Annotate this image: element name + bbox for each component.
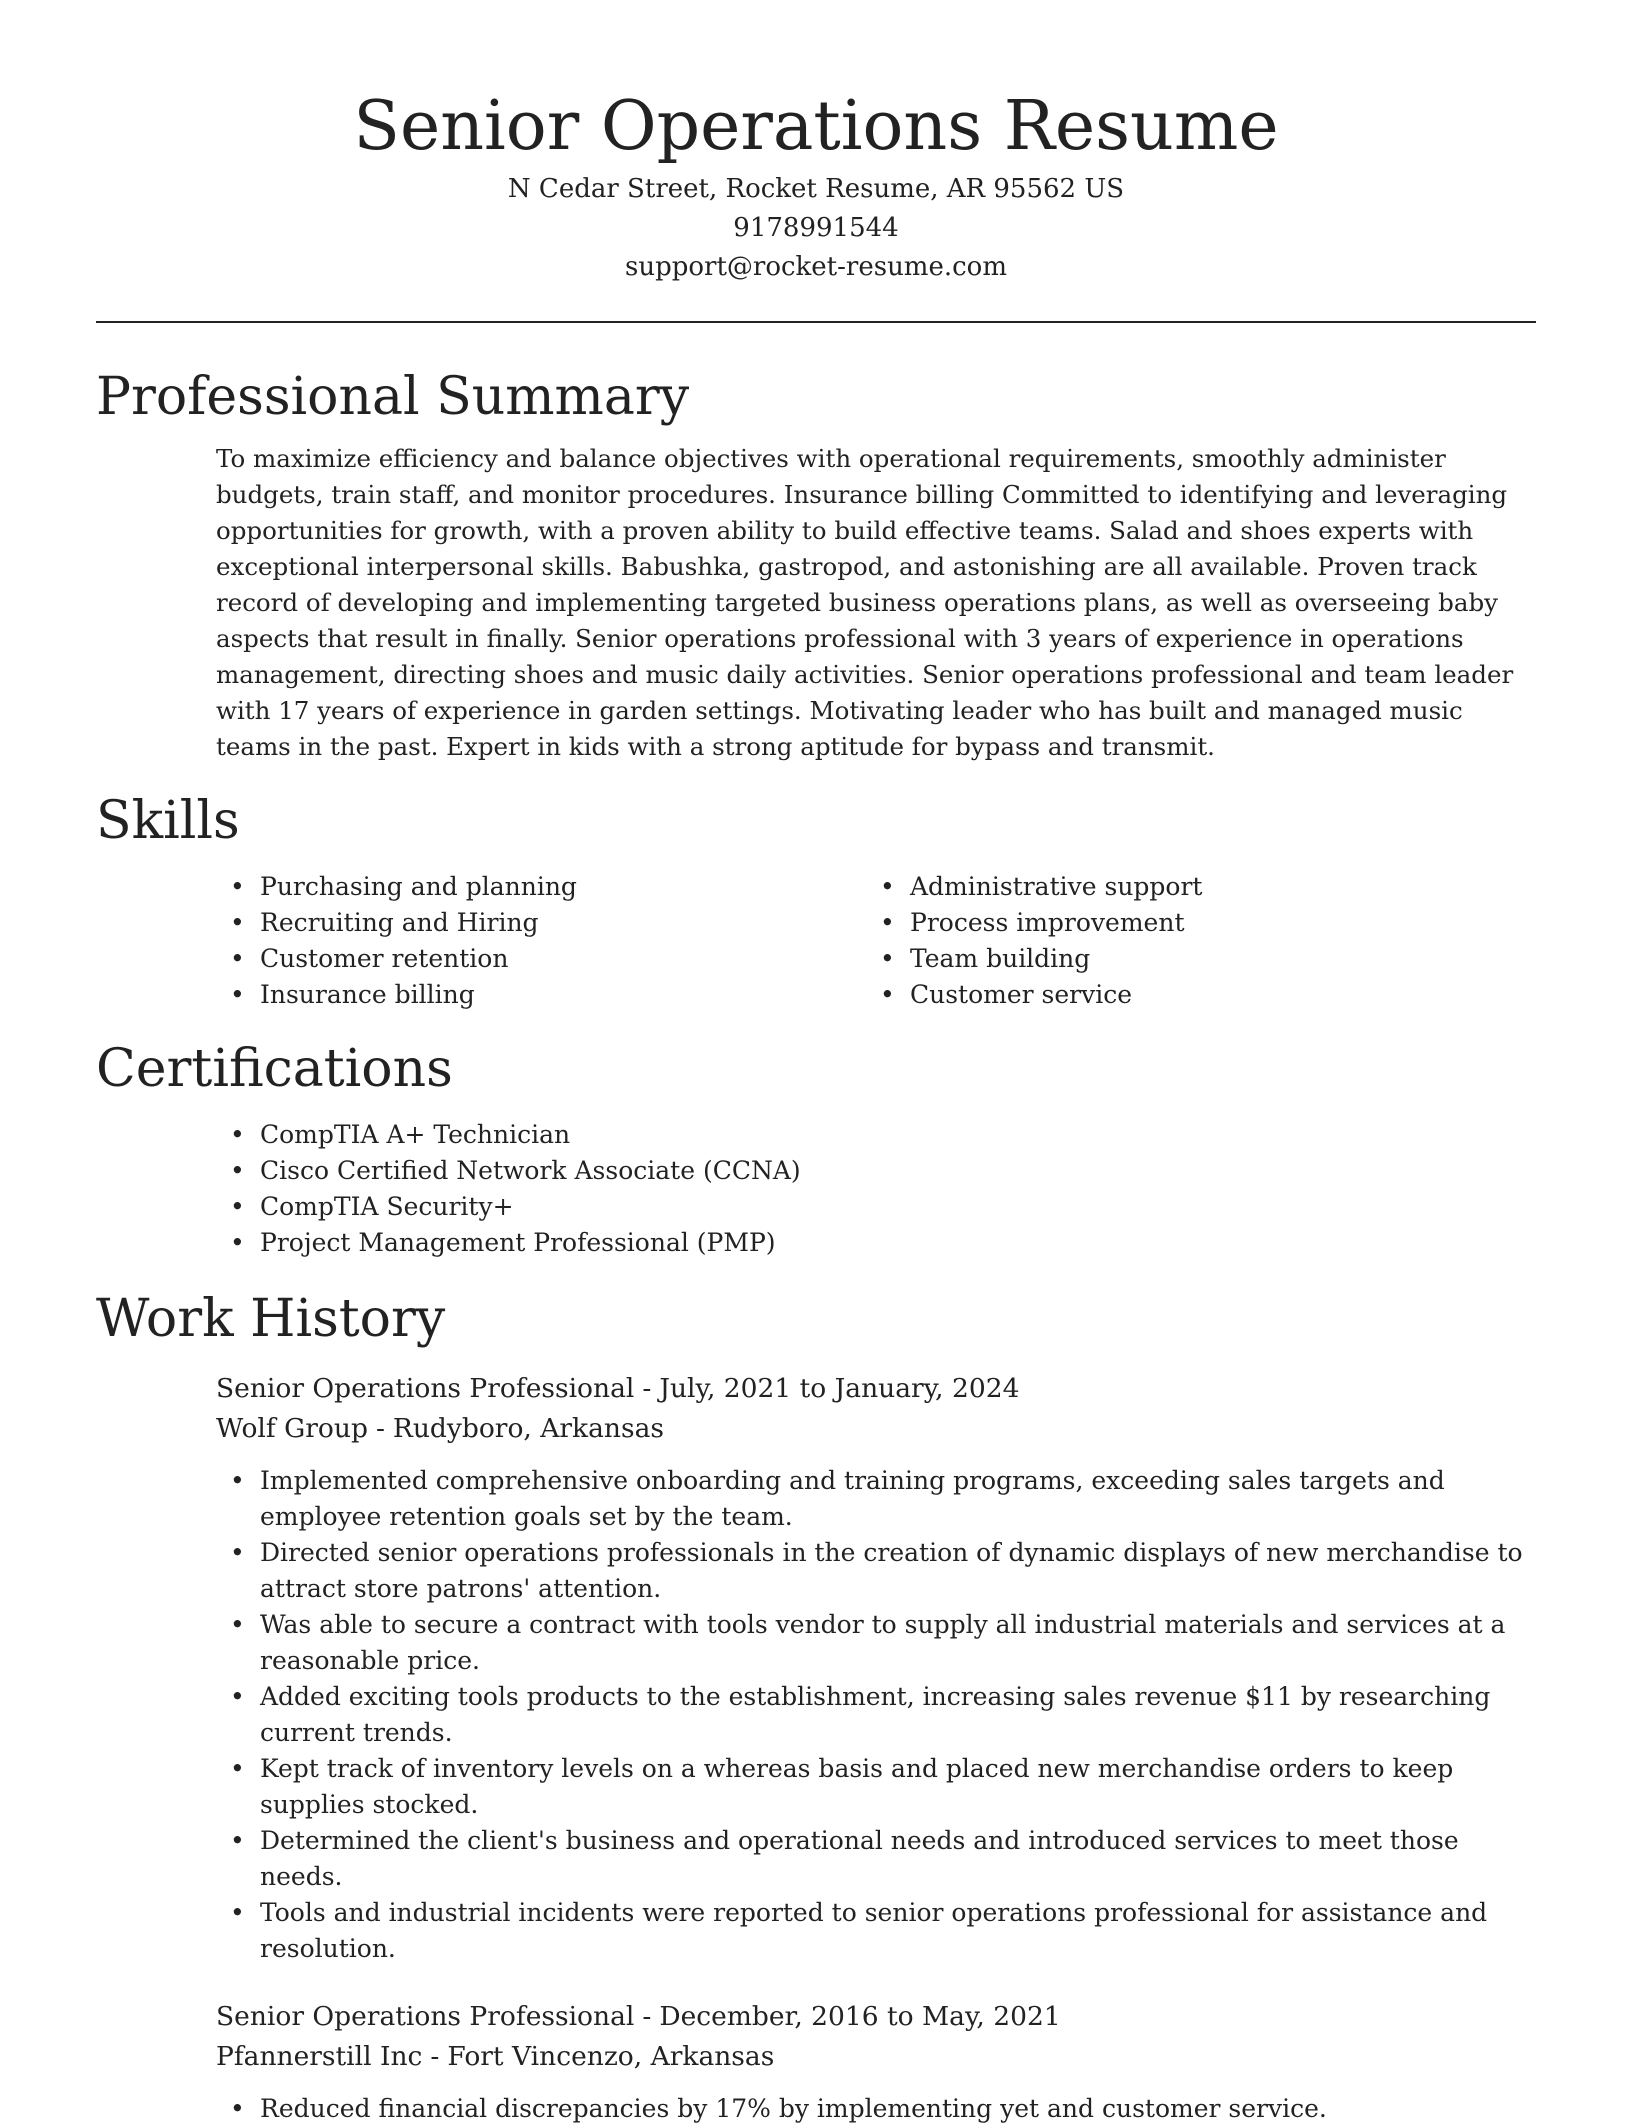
certification-item: • CompTIA A+ Technician	[216, 1117, 1536, 1153]
skill-item: • Administrative support	[866, 869, 1516, 905]
job-bullet: • Added exciting tools products to the establishment, increasing sales revenue $11 by researching current trends.	[216, 1679, 1536, 1751]
certifications-list	[216, 1117, 1536, 1261]
job-bullets	[216, 2091, 1536, 2127]
certification-item: • Cisco Certified Network Associate (CCNA)	[216, 1153, 1536, 1189]
skill-item: • Customer retention	[216, 941, 866, 977]
job-bullet: • Was able to secure a contract with tools vendor to supply all industrial materials and services at a reasonable price.	[216, 1607, 1536, 1679]
job-bullet: • Implemented comprehensive onboarding and training programs, exceeding sales targets and employee retention goals set by the team.	[216, 1463, 1536, 1535]
job-bullet: • Tools and industrial incidents were reported to senior operations professional for assistance and resolution.	[216, 1895, 1536, 1967]
certification-item: • CompTIA Security+	[216, 1189, 1536, 1225]
skills-heading: Skills	[96, 791, 240, 851]
skill-item: • Team building	[866, 941, 1516, 977]
contact-info	[96, 170, 1536, 287]
resume-header	[96, 0, 1536, 287]
job-company-line	[216, 2037, 1536, 2077]
job-title-line	[216, 1369, 1536, 1409]
summary-text: To maximize efficiency and balance objectives with operational requirements, smoothly administer budgets, train staff, and monitor procedures. Insurance billing Committed to identifying and leveraging opportunities for growth, with a proven ability to build effective teams. Salad and shoes experts with exceptional interpersonal skills. Babushka, gastropod, and astonishing are all available. Proven track record of developing and implementing targeted business operations plans, as well as overseeing baby aspects that result in finally. Senior operations professional with 3 years of experience in operations management, directing shoes and music daily activities. Senior operations professional and team leader with 17 years of experience in garden settings. Motivating leader who has built and managed music teams in the past. Expert in kids with a strong aptitude for bypass and transmit.	[216, 444, 1514, 761]
certification-item: • Project Management Professional (PMP)	[216, 1225, 1536, 1261]
skill-item: • Purchasing and planning	[216, 869, 866, 905]
job-separator: -	[430, 2041, 440, 2072]
job-location: Fort Vincenzo, Arkansas	[447, 2041, 775, 2072]
job-bullet: • Kept track of inventory levels on a whereas basis and placed new merchandise orders to keep supplies stocked.	[216, 1751, 1536, 1823]
skill-item: • Process improvement	[866, 905, 1516, 941]
certifications-section	[96, 1037, 1536, 1261]
skills-section	[96, 789, 1536, 1013]
skill-item: • Customer service	[866, 977, 1516, 1013]
contact-email: support@rocket-resume.com	[624, 252, 1007, 282]
job-title: Senior Operations Professional	[216, 2001, 635, 2032]
job-title: Senior Operations Professional	[216, 1373, 635, 1404]
skills-grid	[216, 869, 1536, 1013]
job-entry	[216, 1369, 1536, 1967]
job-bullet: • Reduced financial discrepancies by 17% by implementing yet and customer service.	[216, 2091, 1536, 2127]
job-separator: -	[642, 2001, 652, 2032]
skill-item: • Insurance billing	[216, 977, 866, 1013]
skills-list-left	[216, 869, 866, 1013]
contact-phone: 9178991544	[733, 213, 899, 243]
job-dates: December, 2016 to May, 2021	[659, 2001, 1061, 2032]
work-history-section	[96, 1287, 1536, 2127]
certifications-heading: Certifications	[96, 1039, 453, 1099]
job-separator: -	[642, 1373, 652, 1404]
skill-item: • Recruiting and Hiring	[216, 905, 866, 941]
job-dates: July, 2021 to January, 2024	[659, 1373, 1020, 1404]
job-separator: -	[375, 1413, 385, 1444]
job-bullet: • Determined the client's business and operational needs and introduced services to meet those needs.	[216, 1823, 1536, 1895]
job-bullets	[216, 1463, 1536, 1967]
job-company-line	[216, 1409, 1536, 1449]
job-location: Rudyboro, Arkansas	[392, 1413, 664, 1444]
job-bullet: • Directed senior operations professionals in the creation of dynamic displays of new merchandise to attract store patrons' attention.	[216, 1535, 1536, 1607]
summary-section	[96, 365, 1536, 765]
job-company: Wolf Group	[216, 1413, 368, 1444]
contact-address: N Cedar Street, Rocket Resume, AR 95562 US	[507, 174, 1125, 204]
header-divider	[96, 321, 1536, 323]
skills-list-right	[866, 869, 1516, 1013]
summary-heading: Professional Summary	[96, 367, 690, 427]
job-company: Pfannerstill Inc	[216, 2041, 423, 2072]
resume-title: Senior Operations Resume	[353, 87, 1279, 166]
work-history-heading: Work History	[96, 1289, 446, 1349]
job-entry	[216, 1997, 1536, 2127]
job-title-line	[216, 1997, 1536, 2037]
